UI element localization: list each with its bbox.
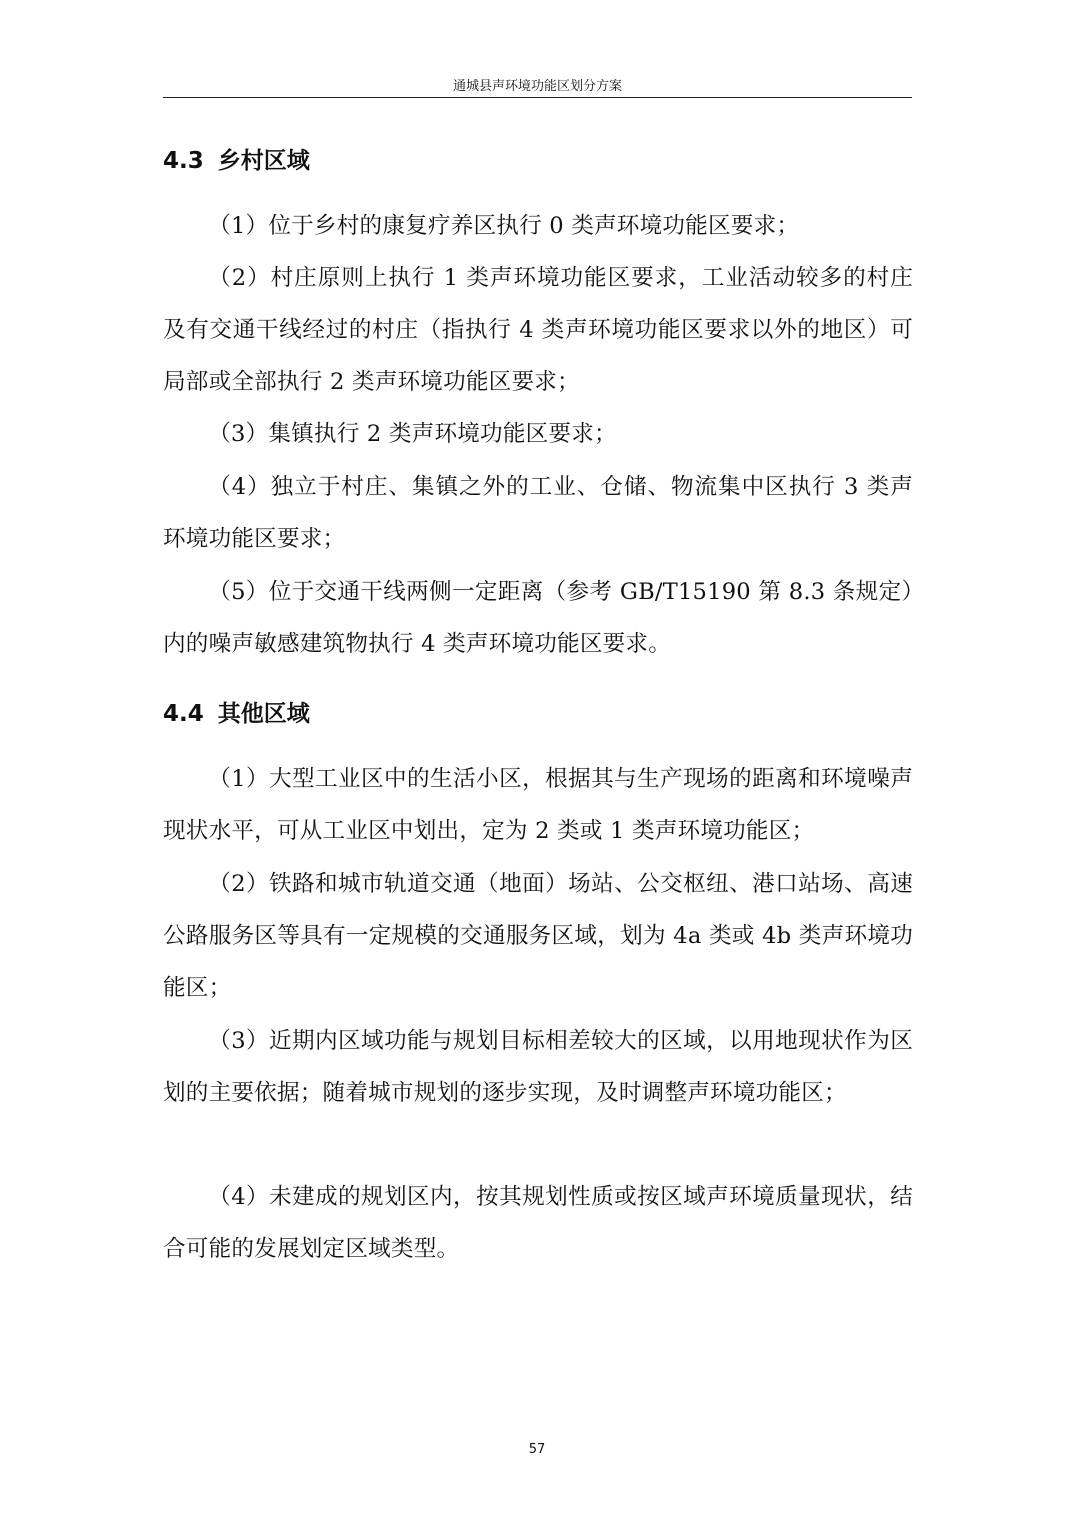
paragraph: （1）位于乡村的康复疗养区执行 0 类声环境功能区要求；	[208, 213, 800, 239]
section-heading-4-3	[163, 145, 310, 177]
page-number: 57	[528, 1442, 546, 1457]
section-number: 4.3	[163, 148, 204, 174]
header-divider	[163, 97, 912, 98]
section-number: 4.4	[163, 701, 204, 727]
paragraph: （2）村庄原则上执行 1 类声环境功能区要求，工业活动较多的村庄及有交通干线经过的村庄（指执行 4 类声环境功能区要求以外的地区）可局部或全部执行 2 类声环境功能区要求；	[163, 265, 913, 395]
paragraph: （3）近期内区域功能与规划目标相差较大的区域，以用地现状作为区划的主要依据；随着城市规划的逐步实现，及时调整声环境功能区；	[163, 1028, 913, 1106]
paragraph: （4）独立于村庄、集镇之外的工业、仓储、物流集中区执行 3 类声环境功能区要求；	[163, 474, 913, 552]
paragraph: （1）大型工业区中的生活小区，根据其与生产现场的距离和环境噪声现状水平，可从工业区中划出，定为 2 类或 1 类声环境功能区；	[163, 766, 913, 844]
paragraph: （5）位于交通干线两侧一定距离（参考 GB/T15190 第 8.3 条规定）内的噪声敏感建筑物执行 4 类声环境功能区要求。	[163, 579, 913, 657]
paragraph: （4）未建成的规划区内，按其规划性质或按区域声环境质量现状，结合可能的发展划定区域类型。	[163, 1184, 913, 1262]
section-heading-4-4	[163, 698, 310, 730]
page-header-title: 通城县声环境功能区划分方案	[452, 79, 622, 94]
paragraph: （3）集镇执行 2 类声环境功能区要求；	[208, 421, 617, 447]
section-title: 其他区域	[217, 701, 310, 727]
section-title: 乡村区域	[217, 148, 310, 174]
paragraph: （2）铁路和城市轨道交通（地面）场站、公交枢纽、港口站场、高速公路服务区等具有一定规模的交通服务区域，划为 4a 类或 4b 类声环境功能区；	[163, 871, 913, 1001]
